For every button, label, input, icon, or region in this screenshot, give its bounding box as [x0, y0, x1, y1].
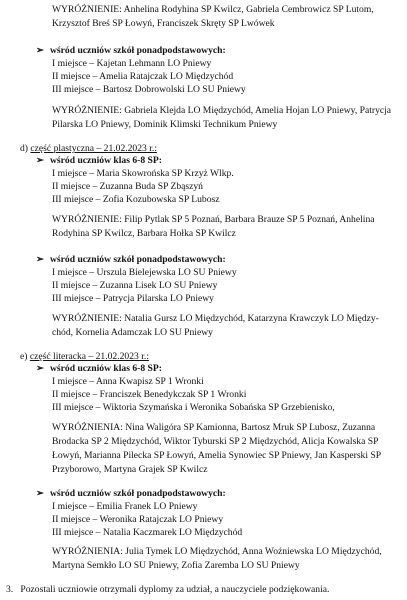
place-line: I miejsce – Maria Skowrońska SP Krzyż Wlkp.: [52, 168, 234, 179]
place-line: I miejsce – Anna Kwapisz SP 1 Wronki: [52, 376, 204, 387]
place-line: III miejsce – Patrycja Pilarska LO Pniewy: [52, 293, 214, 304]
honors-line: WYRÓŻNIENIE: Anhelina Rodyhina SP Kwilcz, Gabriela Cembrowicz SP Lutom,: [52, 4, 374, 15]
place-line: III miejsce – Bartosz Dobrowolski LO SU Pniewy: [52, 84, 246, 95]
section-title-plastyczna: d) część plastyczna – 21.02.2023 r.:: [20, 143, 157, 154]
honors-line: WYRÓŻNIENIA: Julia Tymek LO Międzychód, Anna Woźniewska LO Międzychód,: [52, 546, 382, 557]
group-heading: ➢ wśród uczniów szkół ponadpodstawowych:: [36, 488, 226, 499]
honors-line: WYRÓŻNIENIE: Gabriela Klejda LO Międzychód, Amelia Hojan LO Pniewy, Patrycja: [52, 105, 392, 116]
section-title-literacka: e) część literacka – 21.02.2023 r.:: [20, 351, 149, 362]
group-heading: ➢ wśród uczniów szkół ponadpodstawowych:: [36, 45, 226, 56]
honors-line: Pilarska LO Pniewy, Dominik Klimski Technikum Pniewy: [52, 119, 278, 130]
place-line: II miejsce – Weronika Ratajczak LO Pniewy: [52, 514, 224, 525]
place-line: III miejsce – Natalia Kaczmarek LO Międzychód: [52, 527, 243, 538]
honors-line: Martyna Semkło LO SU Pniewy, Zofia Zaremba LO SU Pniewy: [52, 560, 300, 571]
arrow-bullet-icon: ➢: [36, 155, 45, 166]
arrow-bullet-icon: ➢: [36, 488, 45, 499]
place-line: III miejsce – Zofia Kozubowska SP Lubosz: [52, 194, 220, 205]
place-line: I miejsce – Kajetan Lehmann LO Pniewy: [52, 58, 212, 69]
honors-line: Łowyń, Marianna Pilecka SP Łowyń, Amelia Synowiec SP Pniewy, Jan Kasperski SP: [52, 450, 382, 461]
place-line: I miejsce – Urszula Bielejewska LO SU Pniewy: [52, 267, 237, 278]
place-line: I miejsce – Emilia Franek LO Pniewy: [52, 501, 198, 512]
honors-line: Brodacka SP 2 Międzychód, Wiktor Tyburski SP 2 Międzychód, Alicja Kowalska SP: [52, 436, 379, 447]
place-line: II miejsce – Franciszek Benedykczak SP 1 Wronki: [52, 389, 247, 400]
arrow-bullet-icon: ➢: [36, 254, 45, 265]
place-line: II miejsce – Amelia Ratajczak LO Międzychód: [52, 71, 234, 82]
honors-line: Przyborowo, Martyna Grajek SP Kwilcz: [52, 464, 208, 475]
honors-line: WYRÓŻNIENIA: Nina Waligóra SP Kamionna, Bartosz Mruk SP Lubosz, Zuzanna: [52, 422, 376, 433]
honors-line: Krzysztof Breś SP Łowyń, Franciszek Skręty SP Lwówek: [52, 18, 275, 29]
group-heading: ➢ wśród uczniów klas 6-8 SP:: [36, 155, 162, 166]
arrow-bullet-icon: ➢: [36, 363, 45, 374]
place-line: II miejsce – Zuzanna Buda SP Zbąszyń: [52, 181, 203, 192]
point-3: 3. Pozostali uczniowie otrzymali dyplomy za udział, a nauczyciele podziękowania.: [6, 584, 330, 595]
group-heading: ➢ wśród uczniów szkół ponadpodstawowych:: [36, 254, 226, 265]
place-line: II miejsce – Zuzanna Lisek LO SU Pniewy: [52, 280, 218, 291]
honors-line: WYRÓŻNIENIE: Filip Pytlak SP 5 Poznań, Barbara Brauze SP 5 Poznań, Anhelina: [52, 214, 375, 225]
place-line: III miejsce – Wiktoria Szymańska i Weronika Sobańska SP Grzebienisko,: [52, 402, 335, 413]
honors-line: WYRÓŻNIENIE: Natalia Gursz LO Międzychód, Katarzyna Krawczyk LO Między-: [52, 313, 379, 324]
honors-line: Rodyhina SP Kwilcz, Barbara Hołka SP Kwilcz: [52, 228, 236, 239]
arrow-bullet-icon: ➢: [36, 45, 45, 56]
group-heading: ➢ wśród uczniów klas 6-8 SP:: [36, 363, 162, 374]
honors-line: chód, Kornelia Adamczak LO SU Pniewy: [52, 327, 213, 338]
